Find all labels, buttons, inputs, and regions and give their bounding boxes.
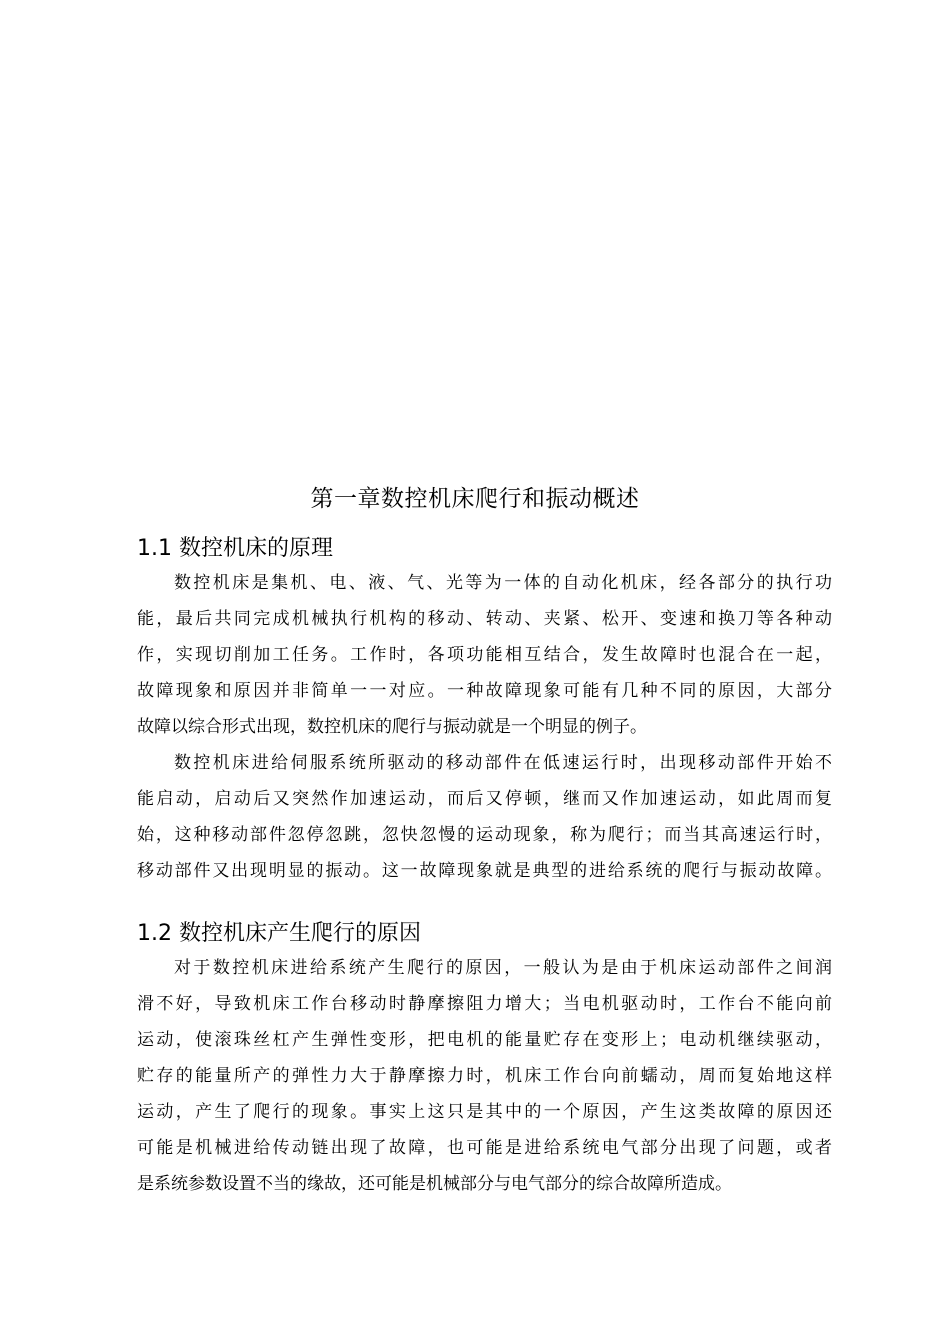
text-line: 作，实现切削加工任务。工作时，各项功能相互结合，发生故障时也混合在一起， [137, 645, 832, 665]
text-line: 数控机床进给伺服系统所驱动的移动部件在低速运行时，出现移动部件开始不 [174, 753, 832, 773]
paragraph [137, 745, 832, 889]
text-line: 是系统参数设置不当的缘故，还可能是机械部分与电气部分的综合故障所造成。 [137, 1174, 732, 1194]
text-line: 滑不好，导致机床工作台移动时静摩擦阻力增大；当电机驱动时，工作台不能向前 [137, 994, 832, 1014]
text-line: 故障以综合形式出现，数控机床的爬行与振动就是一个明显的例子。 [137, 717, 647, 737]
text-line: 移动部件又出现明显的振动。这一故障现象就是典型的进给系统的爬行与振动故障。 [137, 861, 832, 881]
section-title: 1.2 数控机床产生爬行的原因 [137, 921, 421, 946]
text-line: 故障现象和原因并非简单一一对应。一种故障现象可能有几种不同的原因，大部分 [137, 681, 832, 701]
text-line: 贮存的能量所产的弹性力大于静摩擦力时，机床工作台向前蠕动，周而复始地这样 [137, 1066, 832, 1086]
text-line: 始，这种移动部件忽停忽跳，忽快忽慢的运动现象，称为爬行；而当其高速运行时， [137, 825, 832, 845]
section-1-2 [137, 918, 832, 1202]
text-line: 可能是机械进给传动链出现了故障，也可能是进给系统电气部分出现了问题，或者 [137, 1138, 832, 1158]
chapter-title: 第一章数控机床爬行和振动概述 [310, 486, 640, 512]
text-line: 运动，使滚珠丝杠产生弹性变形，把电机的能量贮存在变形上；电动机继续驱动， [137, 1030, 832, 1050]
text-line: 运动，产生了爬行的现象。事实上这只是其中的一个原因，产生这类故障的原因还 [137, 1102, 832, 1122]
section-title: 1.1 数控机床的原理 [137, 536, 333, 561]
section-1-1 [137, 533, 832, 889]
text-line: 能，最后共同完成机械执行机构的移动、转动、夹紧、松开、变速和换刀等各种动 [137, 609, 832, 629]
paragraph [137, 950, 832, 1202]
text-line: 对于数控机床进给系统产生爬行的原因，一般认为是由于机床运动部件之间润 [174, 958, 832, 978]
text-line: 数控机床是集机、电、液、气、光等为一体的自动化机床，经各部分的执行功 [174, 573, 832, 593]
paragraph [137, 565, 832, 745]
text-line: 能启动，启动后又突然作加速运动，而后又停顿，继而又作加速运动，如此周而复 [137, 789, 832, 809]
